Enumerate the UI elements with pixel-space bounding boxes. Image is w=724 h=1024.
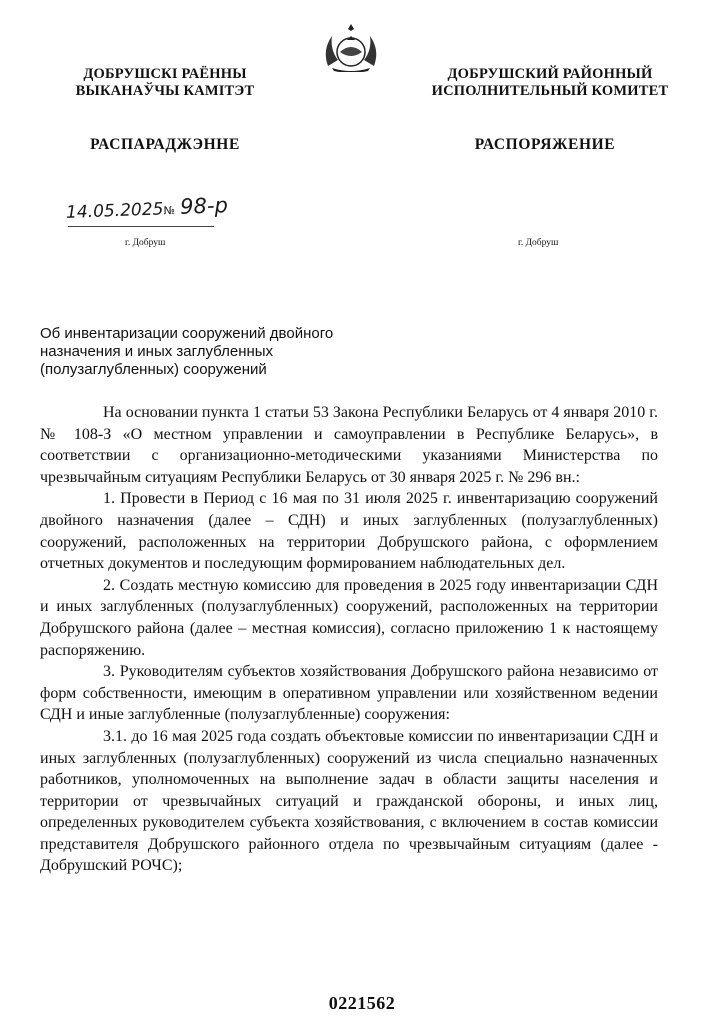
doc-type-belarusian: РАСПАРАДЖЭННЕ <box>90 136 240 153</box>
document-subject <box>40 325 420 379</box>
subject-line: назначения и иных заглубленных <box>40 343 274 360</box>
city-right: г. Добруш <box>518 238 559 248</box>
body-paragraph: На основании пункта 1 статьи 53 Закона Республики Беларусь от 4 января 2010 г. № 108-З «О местном управлении и самоуправлении в Республике Беларусь», в соответствии с организационно-методическими указаниями Министерства по чрезвычайным ситуациям Республики Беларусь от 30 января 2025 г. № 296 вн.: <box>40 404 658 486</box>
registration-underline <box>68 226 214 227</box>
org-name-belarusian <box>60 66 270 100</box>
state-emblem-icon <box>318 22 384 72</box>
subject-line: (полузаглубленных) сооружений <box>40 361 267 378</box>
org-name-line: ДОБРУШСКІ РАЁННЫ <box>83 66 247 82</box>
form-serial-number: 0221562 <box>328 993 396 1013</box>
body-paragraph: 3.1. до 16 мая 2025 года создать объектовые комиссии по инвентаризации СДН и иных заглубленных (полузаглубленных) сооружений из числа специально назначенных работников, уполномоченных на выполнение задач в области защиты населения и территории от чрезвычайных ситуаций и гражданской обороны, и иных лиц, определенных руководителем субъекта хозяйствования, с включением в состав комиссии представителя Добрушского районного отдела по чрезвычайным ситуациям (далее - Добрушский РОЧС); <box>40 727 658 875</box>
body-paragraph: 2. Создать местную комиссию для проведения в 2025 году инвентаризации СДН и иных заглубленных (полузаглубленных) сооружений, расположенных на территории Добрушского района (далее – местная комиссия), согласно приложению 1 к настоящему распоряжению. <box>40 576 658 659</box>
org-name-line: ИСПОЛНИТЕЛЬНЫЙ КОМИТЕТ <box>431 83 669 99</box>
org-name-line: ДОБРУШСКИЙ РАЙОННЫЙ <box>447 66 653 82</box>
doc-type-russian: РАСПОРЯЖЕНИЕ <box>474 136 616 153</box>
org-name-russian <box>420 66 680 100</box>
registration-date: 14.05.2025 <box>65 199 164 223</box>
org-name-line: ВЫКАНАЎЧЫ КАМІТЭТ <box>75 83 255 99</box>
city-left: г. Добруш <box>125 238 166 248</box>
registration-number: 98-р <box>179 193 229 219</box>
document-body <box>40 402 658 877</box>
body-paragraph: 3. Руководителям субъектов хозяйствования Добрушского района независимо от форм собственности, имеющим в оперативном управлении или хозяйственном ведении СДН и иные заглубленные (полузаглубленные) сооружения: <box>40 663 658 724</box>
body-paragraph: 1. Провести в Период с 16 мая по 31 июля 2025 г. инвентаризацию сооружений двойного назначения (далее – СДН) и иных заглубленных (полузаглубленных) сооружений, расположенных на территории Добрушского района, с оформлением отчетных документов и последующим формированием наблюдательных дел. <box>40 490 658 573</box>
subject-line: Об инвентаризации сооружений двойного <box>40 325 334 342</box>
number-sign: № <box>163 204 176 218</box>
handwritten-registration <box>66 193 229 223</box>
